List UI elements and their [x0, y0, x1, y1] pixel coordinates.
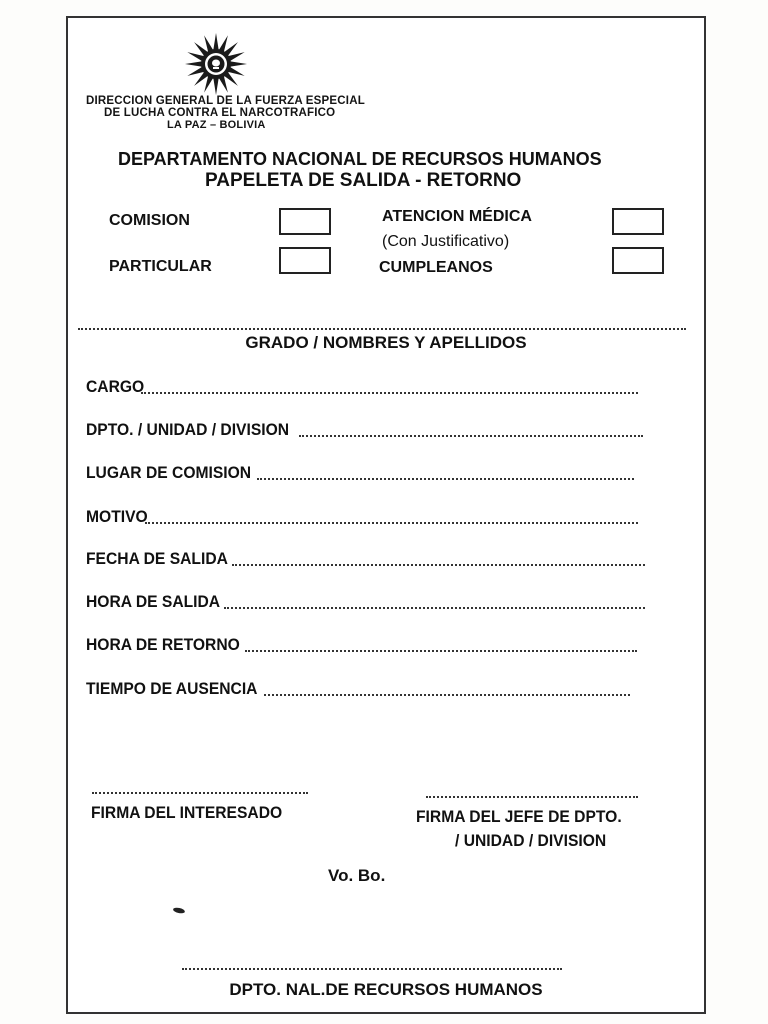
- field-label-lugar-de-comision: LUGAR DE COMISION: [86, 463, 252, 482]
- field-input-hora-de-salida[interactable]: [224, 607, 645, 609]
- atencion-medica-checkbox[interactable]: [612, 208, 664, 235]
- particular-checkbox[interactable]: [279, 247, 331, 274]
- signature-line-rrhh[interactable]: [182, 968, 562, 970]
- field-label-cargo: CARGO: [86, 377, 145, 396]
- field-row-dpto-unidad-division: [86, 417, 643, 441]
- field-row-fecha-de-salida: [86, 546, 645, 570]
- field-label-motivo: MOTIVO: [86, 507, 148, 526]
- department-title: DEPARTAMENTO NACIONAL DE RECURSOS HUMANOS: [118, 149, 602, 169]
- vobo-label: Vo. Bo.: [328, 866, 386, 885]
- field-input-dpto-unidad-division[interactable]: [299, 435, 643, 437]
- grado-nombres-heading: GRADO / NOMBRES Y APELLIDOS: [245, 333, 527, 352]
- field-input-motivo[interactable]: [145, 522, 638, 524]
- field-row-cargo: [86, 374, 638, 398]
- option-atencion-medica-note: (Con Justificativo): [382, 233, 510, 250]
- field-input-fecha-de-salida[interactable]: [232, 564, 645, 566]
- field-row-hora-de-salida: [86, 589, 645, 613]
- org-line-1: DIRECCION GENERAL DE LA FUERZA ESPECIAL: [86, 95, 365, 107]
- org-line-2: DE LUCHA CONTRA EL NARCOTRAFICO: [104, 107, 336, 119]
- field-input-tiempo-de-ausencia[interactable]: [264, 694, 630, 696]
- field-input-cargo[interactable]: [141, 392, 638, 394]
- field-input-lugar-de-comision[interactable]: [257, 478, 634, 480]
- signature-line-jefe[interactable]: [426, 796, 638, 798]
- form-title: PAPELETA DE SALIDA - RETORNO: [205, 170, 522, 191]
- option-particular-label: PARTICULAR: [109, 258, 212, 275]
- signature-line-interesado[interactable]: [92, 792, 308, 794]
- footer-rrhh-label: DPTO. NAL.DE RECURSOS HUMANOS: [229, 980, 543, 999]
- field-row-motivo: [86, 504, 638, 528]
- field-label-tiempo-de-ausencia: TIEMPO DE AUSENCIA: [86, 679, 258, 698]
- field-label-dpto-unidad-division: DPTO. / UNIDAD / DIVISION: [86, 420, 290, 439]
- field-row-lugar-de-comision: [86, 460, 634, 484]
- field-label-hora-de-salida: HORA DE SALIDA: [86, 592, 221, 611]
- field-label-fecha-de-salida: FECHA DE SALIDA: [86, 549, 228, 568]
- cumpleanos-checkbox[interactable]: [612, 247, 664, 274]
- comision-checkbox[interactable]: [279, 208, 331, 235]
- field-input-hora-de-retorno[interactable]: [245, 650, 637, 652]
- signature-label-interesado: FIRMA DEL INTERESADO: [91, 803, 283, 822]
- signature-label-jefe-line1: FIRMA DEL JEFE DE DPTO.: [416, 807, 622, 826]
- option-cumpleanos-label: CUMPLEANOS: [379, 259, 493, 276]
- signature-label-jefe-line2: / UNIDAD / DIVISION: [455, 831, 607, 850]
- field-label-hora-de-retorno: HORA DE RETORNO: [86, 635, 240, 654]
- field-row-hora-de-retorno: [86, 632, 637, 656]
- police-star-emblem-icon: [183, 33, 249, 95]
- field-row-tiempo-de-ausencia: [86, 676, 630, 700]
- option-comision-label: COMISION: [109, 212, 190, 229]
- section-separator: [78, 328, 686, 330]
- option-atencion-medica-label: ATENCION MÉDICA: [382, 208, 532, 225]
- org-line-3: LA PAZ – BOLIVIA: [167, 119, 266, 131]
